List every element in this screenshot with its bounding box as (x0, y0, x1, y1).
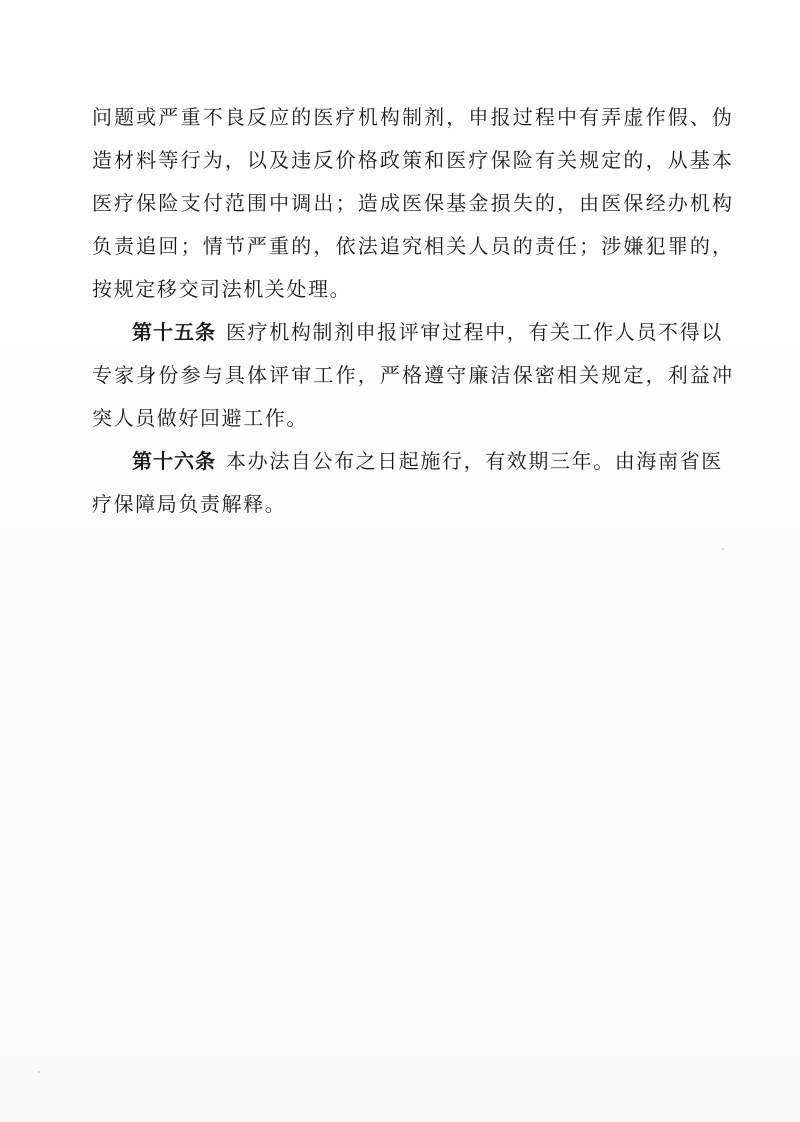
text-line: 专家身份参与具体评审工作，严格遵守廉洁保密相关规定，利益冲 (92, 363, 732, 387)
article-15-heading: 第十五条 (132, 320, 216, 344)
scan-speck (722, 548, 724, 550)
text-line: 造材料等行为，以及违反价格政策和医疗保险有关规定的，从基本 (92, 148, 732, 172)
text-line: 突人员做好回避工作。 (92, 406, 308, 430)
article-16-heading: 第十六条 (132, 449, 216, 473)
text-line: 医疗保险支付范围中调出；造成医保基金损失的，由医保经办机构 (92, 191, 732, 215)
article-16 (92, 440, 732, 526)
text-line: 医疗机构制剂申报评审过程中，有关工作人员不得以 (226, 320, 723, 344)
document-body (92, 96, 732, 526)
text-line: 负责追回；情节严重的，依法追究相关人员的责任；涉嫌犯罪的， (92, 234, 732, 258)
paragraph-continued (92, 96, 732, 311)
scan-speck (38, 1071, 40, 1073)
article-15 (92, 311, 732, 440)
text-line: 按规定移交司法机关处理。 (92, 277, 352, 301)
article-16-first-line (92, 440, 732, 483)
text-line: 本办法自公布之日起施行，有效期三年。由海南省医 (226, 449, 723, 473)
text-line: 疗保障局负责解释。 (92, 492, 287, 516)
text-line: 问题或严重不良反应的医疗机构制剂，申报过程中有弄虚作假、伪 (92, 105, 732, 129)
article-15-first-line (92, 311, 732, 354)
